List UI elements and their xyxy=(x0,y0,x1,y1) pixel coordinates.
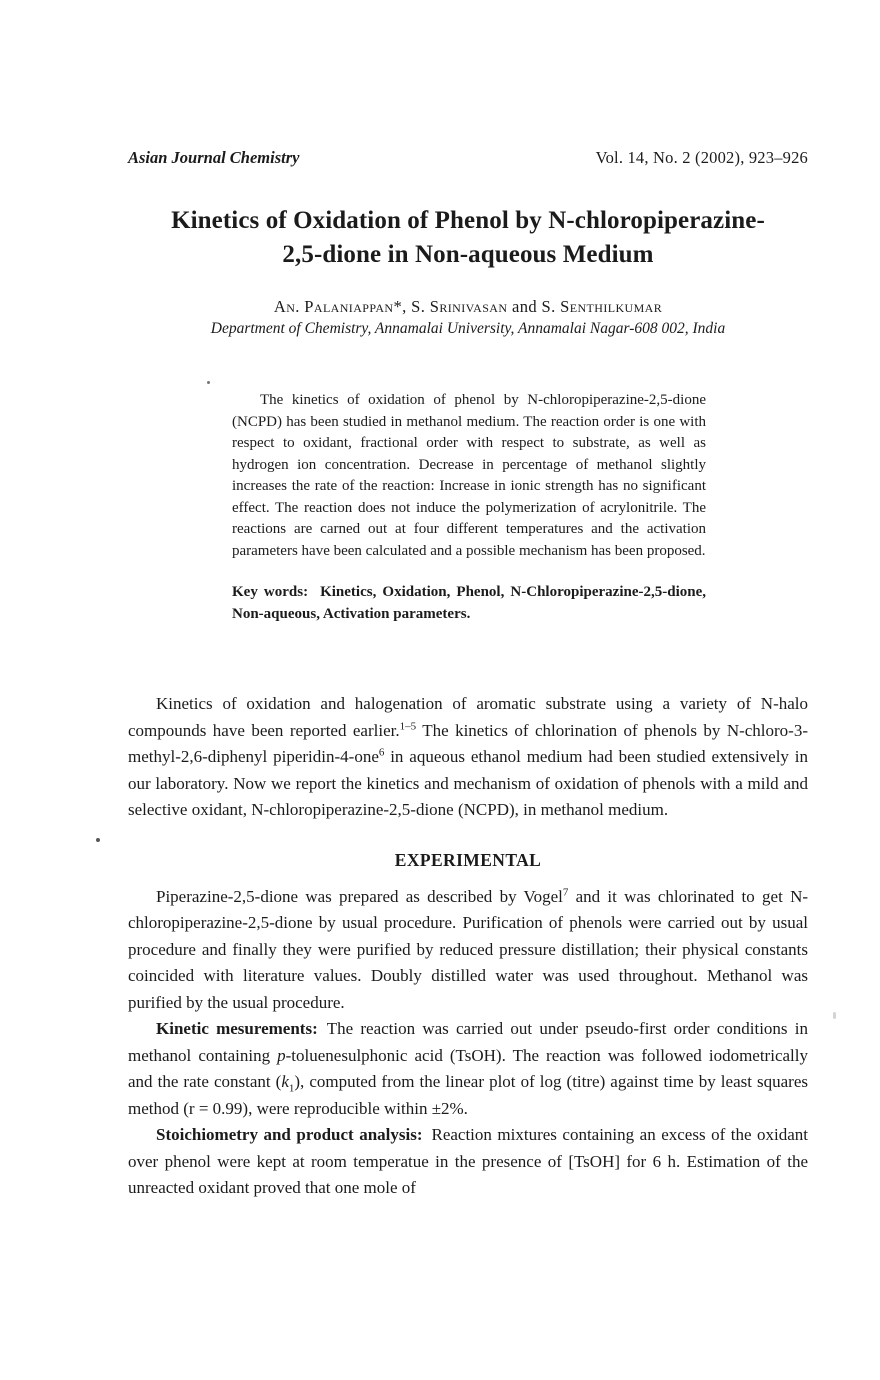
kinetic-measurements-paragraph xyxy=(128,1016,808,1122)
keywords-text: Kinetics, Oxidation, Phenol, N-Chloropiperazine-2,5-dione, Non-aqueous, Activation parameters. xyxy=(232,584,706,622)
kinetic-seg3: ), computed from the linear plot of log (titre) against time by least squares method (r = 0.99), were reproducible within ±2%. xyxy=(128,1072,808,1118)
reference-superscript: 1–5 xyxy=(399,719,417,732)
experimental-seg2: and it was chlorinated to get N-chloropiperazine-2,5-dione by usual procedure. Purification of phenols were carried out by usual procedure and finally they were purified by reduced pressure distillation; their physical constants coincided with literature values. Doubly distilled water was used throughout. Methanol was purified by the usual procedure. xyxy=(128,886,809,1012)
keywords-label: Key words: xyxy=(232,584,309,600)
reference-superscript: 6 xyxy=(378,746,385,759)
intro-seg2: The kinetics of chlorination of phenols by N-chloro-3-methyl-2,6-diphenyl piperidin-4-one xyxy=(128,720,809,766)
paper-title xyxy=(128,204,808,272)
subscript-1: 1 xyxy=(288,1082,295,1095)
section-heading-experimental: EXPERIMENTAL xyxy=(394,849,542,870)
experimental-paragraph xyxy=(128,884,808,1017)
abstract xyxy=(232,390,706,562)
author-1: An. Palaniappan*, xyxy=(273,297,407,316)
stoichiometry-heading: Stoichiometry and product analysis: xyxy=(156,1125,423,1144)
scan-artifact-dot xyxy=(96,838,100,842)
affiliation: Department of Chemistry, Annamalai University, Annamalai Nagar-608 002, India xyxy=(210,320,726,337)
kinetic-measurements-heading: Kinetic mesurements: xyxy=(156,1019,318,1038)
journal-name: Asian Journal Chemistry xyxy=(128,148,300,167)
italic-k: k xyxy=(281,1072,289,1091)
authors-joiner: and xyxy=(511,297,537,316)
reference-superscript: 7 xyxy=(562,885,569,898)
intro-paragraph xyxy=(128,691,808,824)
experimental-seg1: Piperazine-2,5-dione was prepared as described by Vogel xyxy=(156,886,563,906)
kinetic-seg2: -toluenesulphonic acid (TsOH). The reaction was followed iodometrically and the rate constant ( xyxy=(128,1045,808,1091)
italic-p: p xyxy=(277,1045,286,1065)
stoichiometry-seg1: Reaction mixtures containing an excess of the oxidant over phenol were kept at room temperatue in the presence of [TsOH] for 6 h. Estimation of the unreacted oxidant proved that one mole of xyxy=(128,1125,808,1197)
intro-seg1: Kinetics of oxidation and halogenation of aromatic substrate using a variety of N-halo compounds have been reported earlier. xyxy=(128,694,808,740)
abstract-text: The kinetics of oxidation of phenol by N-chloropiperazine-2,5-dione (NCPD) has been studied in methanol medium. The reaction order is one with respect to oxidant, fractional order with respect to substrate, as well as hydrogen ion concentration. Decrease in percentage of methanol slightly increases the rate of the reaction: Increase in ionic strength has no significant effect. The reaction does not induce the polymerization of acrylonitrile. The reactions are carned out at four different temperatures and the activation parameters have been calculated and a possible mechanism has been proposed. xyxy=(232,392,706,559)
author-2: S. Srinivasan xyxy=(411,297,508,316)
authors-line xyxy=(128,296,808,317)
page-header xyxy=(128,148,808,168)
stoichiometry-paragraph xyxy=(128,1122,808,1202)
volume-info: Vol. 14, No. 2 (2002), 923–926 xyxy=(595,148,808,167)
author-3: S. Senthilkumar xyxy=(541,297,663,316)
paper-title-line1: Kinetics of Oxidation of Phenol by N-chloropiperazine- xyxy=(171,207,765,234)
paper-title-line2: 2,5-dione in Non-aqueous Medium xyxy=(282,241,654,268)
scan-artifact-smudge xyxy=(833,1012,836,1019)
intro-seg3: in aqueous ethanol medium had been studied extensively in our laboratory. Now we report the kinetics and mechanism of oxidation of phenols with a mild and selective oxidant, N-chloropiperazine-2,5-dione (NCPD), in methanol medium. xyxy=(128,747,808,819)
keywords xyxy=(232,582,706,625)
kinetic-seg1: The reaction was carried out under pseudo-first order conditions in methanol containing xyxy=(128,1019,808,1065)
scan-artifact-dot xyxy=(207,381,210,384)
